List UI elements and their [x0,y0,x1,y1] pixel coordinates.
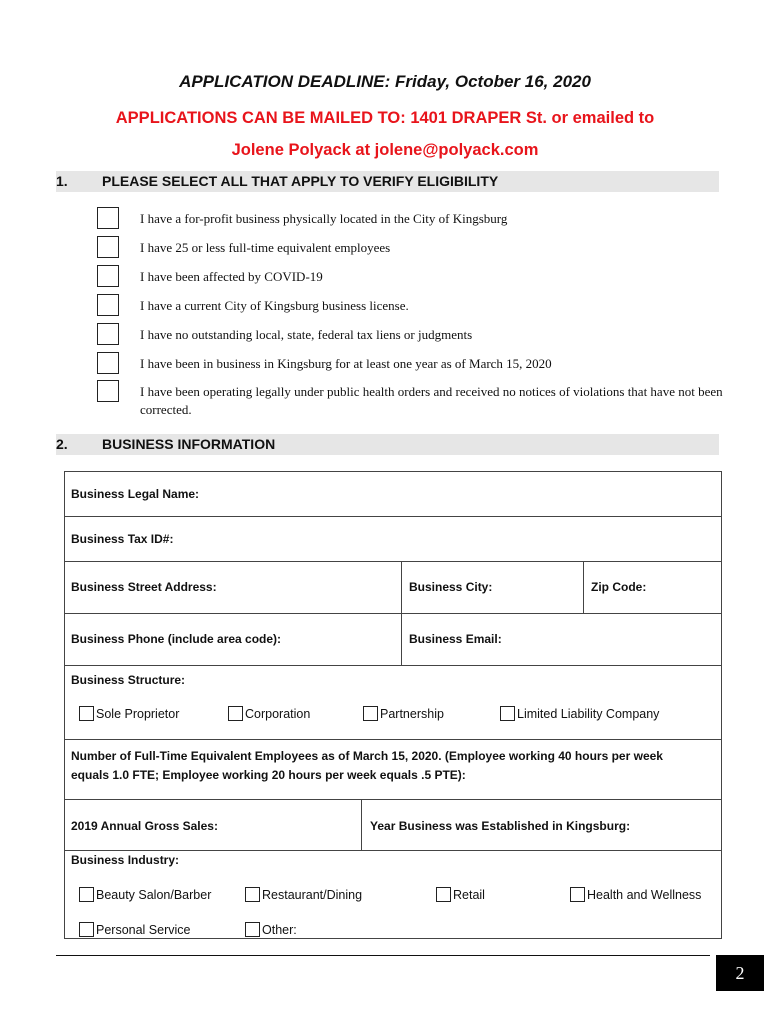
gross-sales-field[interactable]: 2019 Annual Gross Sales: [71,819,218,833]
page-number: 2 [716,955,764,991]
eligibility-checkbox[interactable] [97,352,119,374]
zip-code-field[interactable]: Zip Code: [591,580,647,594]
section1-header [56,171,719,192]
industry-option[interactable]: Personal Service [79,922,191,937]
section2-header [56,434,719,455]
industry-label: Business Industry: [71,853,180,867]
phone-field[interactable]: Business Phone (include area code): [71,632,282,646]
section2-number: 2. [56,436,68,452]
checkbox-icon[interactable] [79,887,94,902]
eligibility-text: I have no outstanding local, state, federal tax liens or judgments [140,327,473,342]
eligibility-checkbox[interactable] [97,265,119,287]
industry-option[interactable]: Beauty Salon/Barber [79,887,211,902]
year-established-field[interactable]: Year Business was Established in Kingsburg: [370,819,631,833]
structure-option[interactable]: Sole Proprietor [79,706,179,721]
deadline-heading: APPLICATION DEADLINE: Friday, October 16, 2020 [179,72,591,91]
section1-number: 1. [56,173,68,189]
industry-option[interactable]: Other: [245,922,297,937]
street-address-field[interactable]: Business Street Address: [71,580,217,594]
tax-id-field[interactable]: Business Tax ID#: [71,532,174,546]
structure-option[interactable]: Limited Liability Company [500,706,659,721]
business-info-table [64,471,722,939]
eligibility-text: I have a for-profit business physically located in the City of Kingsburg [140,211,508,226]
legal-name-field[interactable]: Business Legal Name: [71,487,200,501]
fte-field[interactable]: Number of Full-Time Equivalent Employees as of March 15, 2020. (Employee working 40 hours per week equals 1.0 FTE; Employee working 20 hours per week equals .5 PTE): [71,749,663,782]
checkbox-icon[interactable] [363,706,378,721]
section1-title: PLEASE SELECT ALL THAT APPLY TO VERIFY ELIGIBILITY [102,173,499,189]
eligibility-checkbox[interactable] [97,207,119,229]
eligibility-text: I have 25 or less full-time equivalent employees [140,240,391,255]
structure-option[interactable]: Partnership [363,706,444,721]
checkbox-icon[interactable] [245,887,260,902]
checkbox-icon[interactable] [570,887,585,902]
industry-option[interactable]: Health and Wellness [570,887,701,902]
email-field[interactable]: Business Email: [409,632,502,646]
mail-instructions-line1: APPLICATIONS CAN BE MAILED TO: 1401 DRAPER St. or emailed to [115,109,655,127]
checkbox-icon[interactable] [79,706,94,721]
eligibility-text: I have been affected by COVID-19 [140,269,323,284]
eligibility-checkbox[interactable] [97,294,119,316]
eligibility-checkbox[interactable] [97,323,119,345]
section2-title: BUSINESS INFORMATION [102,436,276,452]
structure-option[interactable]: Corporation [228,706,310,721]
eligibility-text: I have a current City of Kingsburg business license. [140,298,409,313]
structure-label: Business Structure: [71,673,186,687]
checkbox-icon[interactable] [228,706,243,721]
city-field[interactable]: Business City: [409,580,493,594]
checkbox-icon[interactable] [436,887,451,902]
eligibility-checkbox[interactable] [97,236,119,258]
checkbox-icon[interactable] [79,922,94,937]
eligibility-checkbox[interactable] [97,380,119,402]
eligibility-text: I have been in business in Kingsburg for at least one year as of March 15, 2020 [140,356,552,371]
footer-rule [56,955,710,956]
industry-option[interactable]: Retail [436,887,485,902]
industry-option[interactable]: Restaurant/Dining [245,887,362,902]
checkbox-icon[interactable] [245,922,260,937]
mail-instructions-line2: Jolene Polyack at jolene@polyack.com [231,141,539,159]
eligibility-text: I have been operating legally under public health orders and received no notices of violations that have not been corrected. [140,384,723,417]
checkbox-icon[interactable] [500,706,515,721]
